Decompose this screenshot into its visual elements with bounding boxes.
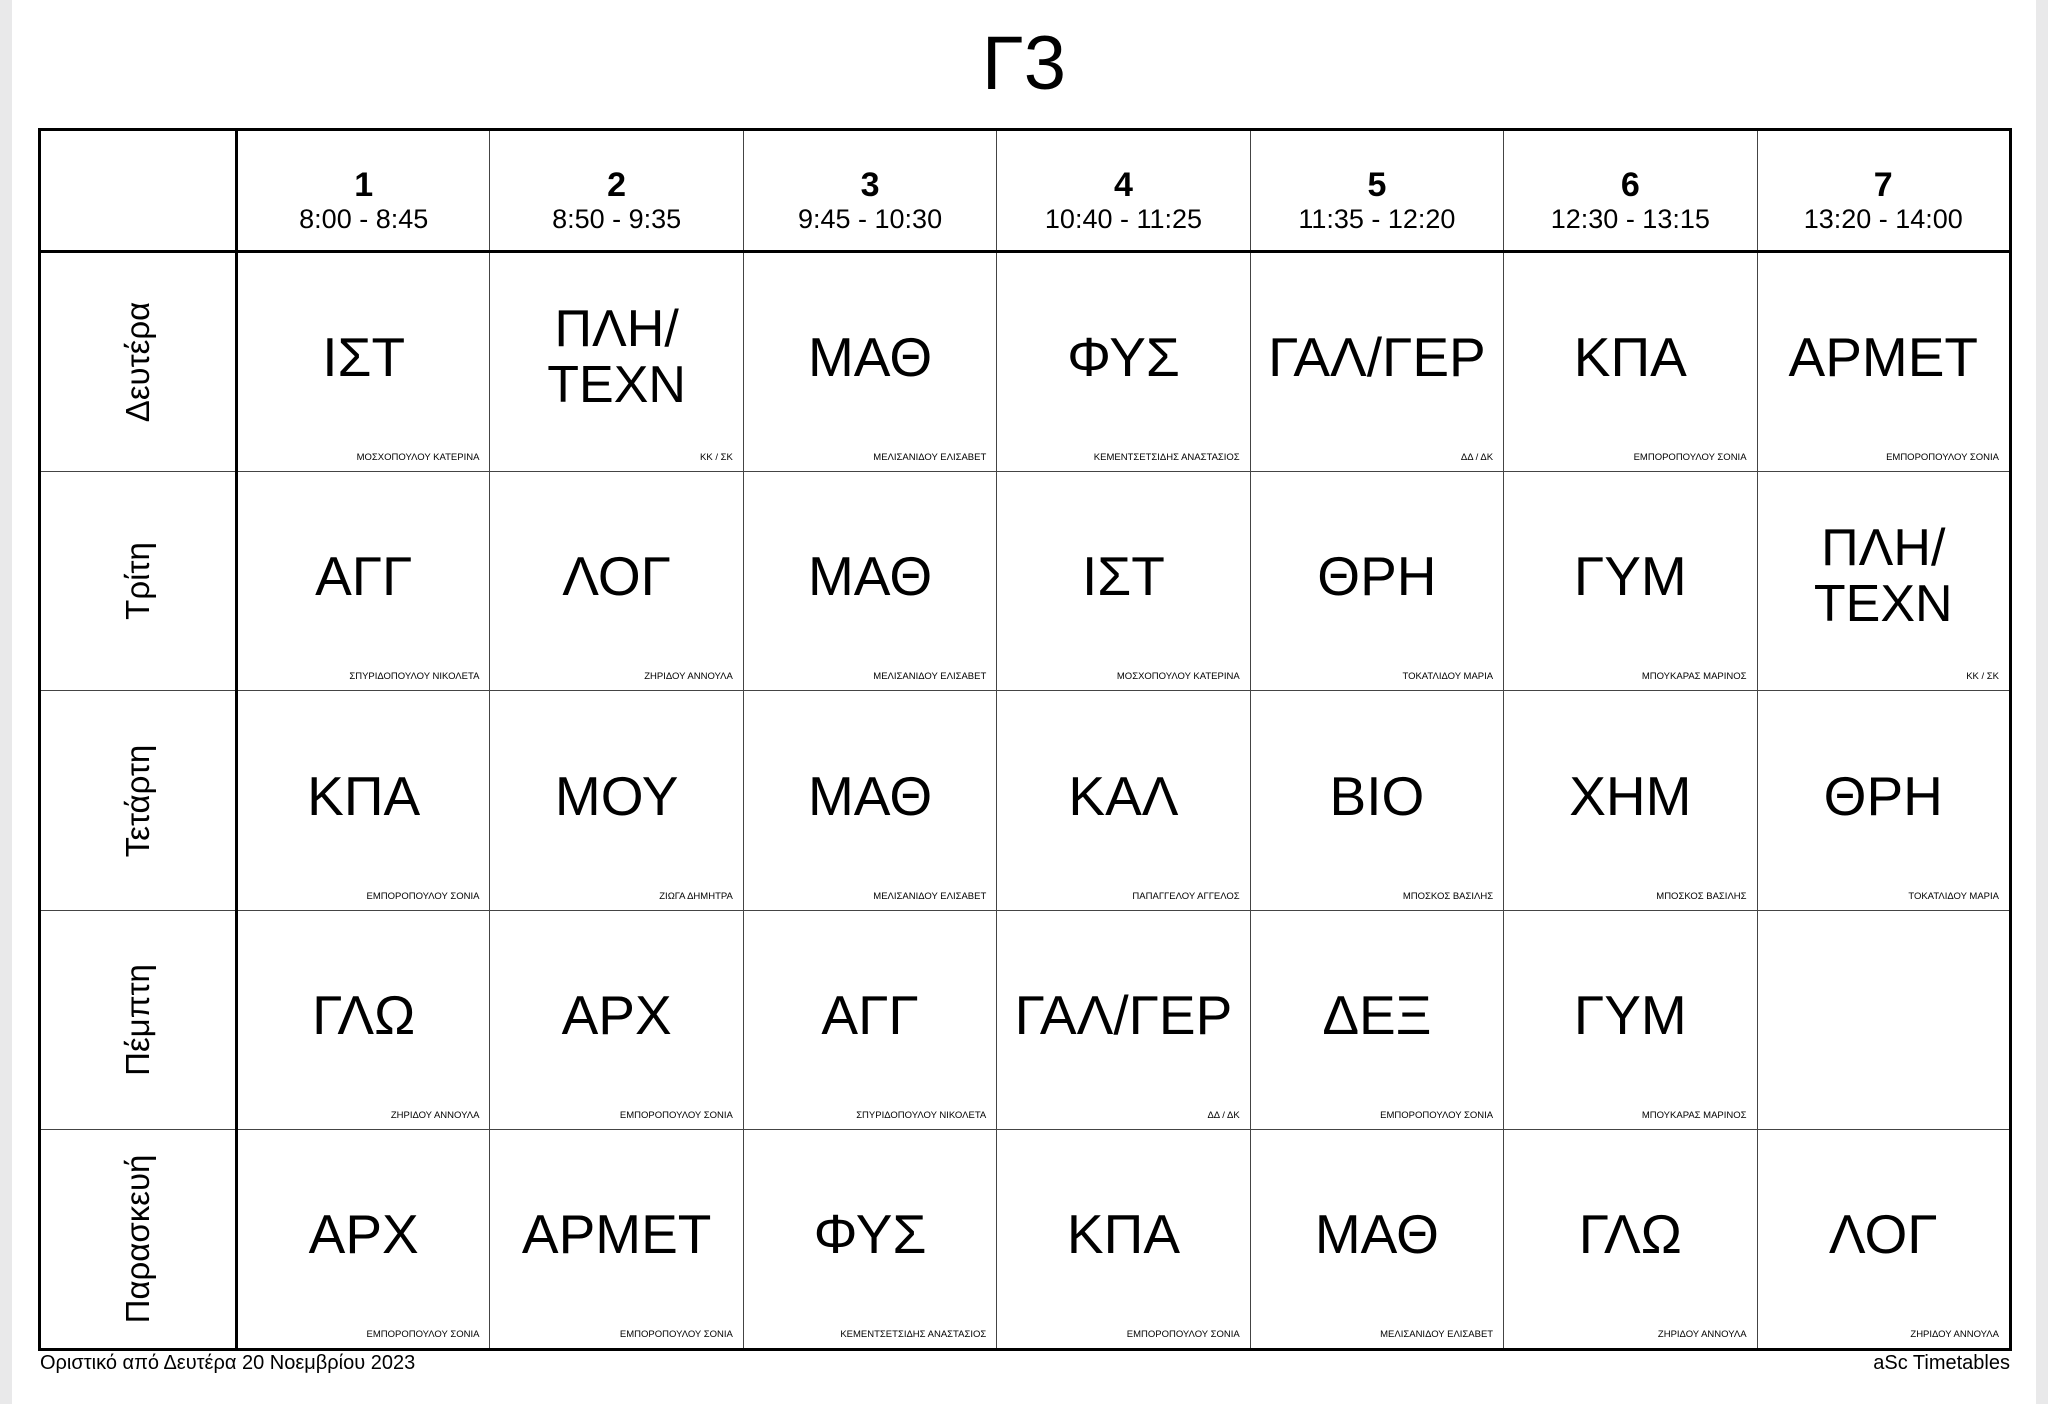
lesson-teacher: ΕΜΠΟΡΟΠΟΥΛΟΥ ΣΟΝΙΑ <box>619 1110 733 1122</box>
period-time: 8:50 - 9:35 <box>552 203 682 234</box>
lesson-cell <box>1250 471 1503 691</box>
lesson-teacher: ΕΜΠΟΡΟΠΟΥΛΟΥ ΣΟΝΙΑ <box>1380 1110 1494 1122</box>
day-header <box>40 252 237 472</box>
period-time: 12:30 - 13:15 <box>1550 203 1710 234</box>
lesson-subject: ΑΓΓ <box>315 545 413 608</box>
period-number: 5 <box>1367 165 1387 204</box>
day-label: Πέμπτη <box>119 964 156 1077</box>
period-header-row <box>40 130 2011 252</box>
lesson-teacher: ΜΕΛΙΣΑΝΙΔΟΥ ΕΛΙΣΑΒΕΤ <box>1380 1329 1494 1340</box>
lesson-teacher: ΚΚ / ΣΚ <box>700 451 733 463</box>
day-header <box>40 691 237 911</box>
lesson-teacher: ΔΔ / ΔΚ <box>1460 451 1494 463</box>
lesson-subject: ΧΗΜ <box>1569 764 1692 827</box>
lesson-subject: ΓΛΩ <box>312 984 416 1047</box>
lesson-cell <box>490 1130 743 1350</box>
lesson-cell <box>1757 471 2010 691</box>
footer-credit: aSc Timetables <box>1873 1352 2010 1374</box>
lesson-subject: ΓΥΜ <box>1573 545 1687 608</box>
lesson-teacher: ΚΕΜΕΝΤΣΕΤΣΙΔΗΣ ΑΝΑΣΤΑΣΙΟΣ <box>1093 451 1240 463</box>
lesson-subject: ΙΣΤ <box>322 326 406 389</box>
lesson-subject: ΑΓΓ <box>821 984 919 1047</box>
lesson-teacher: ΚΚ / ΣΚ <box>1966 671 1999 683</box>
period-header <box>1757 130 2010 252</box>
lesson-cell <box>237 1130 490 1350</box>
lesson-teacher: ΜΟΣΧΟΠΟΥΛΟΥ ΚΑΤΕΡΙΝΑ <box>1116 671 1240 683</box>
lesson-subject: ΚΑΛ <box>1068 764 1179 827</box>
period-header <box>490 130 743 252</box>
lesson-subject: ΚΠΑ <box>1573 326 1687 389</box>
lesson-subject: ΑΡΜΕΤ <box>1788 326 1978 389</box>
day-row <box>40 471 2011 691</box>
day-row <box>40 691 2011 911</box>
lesson-teacher: ΕΜΠΟΡΟΠΟΥΛΟΥ ΣΟΝΙΑ <box>1126 1329 1240 1340</box>
period-number: 6 <box>1620 165 1640 204</box>
lesson-cell <box>490 471 743 691</box>
lesson-cell <box>237 910 490 1130</box>
lesson-teacher: ΕΜΠΟΡΟΠΟΥΛΟΥ ΣΟΝΙΑ <box>1886 451 1999 463</box>
lesson-cell <box>743 252 996 472</box>
lesson-cell <box>490 252 743 472</box>
lesson-subject: ΜΑΘ <box>1314 1203 1439 1266</box>
period-number: 4 <box>1114 165 1133 204</box>
timetable-page <box>12 0 2036 1404</box>
lesson-cell <box>743 691 996 911</box>
footer-validity-note: Οριστικό από Δευτέρα 20 Νοεμβρίου 2023 <box>40 1352 416 1374</box>
lesson-subject: ΠΛΗ/ ΤΕΧΝ <box>1813 519 1953 634</box>
lesson-cell <box>1504 1130 1757 1350</box>
lesson-teacher: ΕΜΠΟΡΟΠΟΥΛΟΥ ΣΟΝΙΑ <box>366 890 480 902</box>
period-header <box>1250 130 1503 252</box>
corner-cell <box>40 130 237 252</box>
lesson-teacher: ΕΜΠΟΡΟΠΟΥΛΟΥ ΣΟΝΙΑ <box>366 1329 480 1340</box>
period-time: 8:00 - 8:45 <box>299 203 429 234</box>
lesson-cell <box>997 691 1250 911</box>
lesson-teacher: ΖΙΩΓΑ ΔΗΜΗΤΡΑ <box>659 890 733 902</box>
day-row <box>40 910 2011 1130</box>
lesson-teacher: ΕΜΠΟΡΟΠΟΥΛΟΥ ΣΟΝΙΑ <box>1633 451 1747 463</box>
lesson-cell <box>1250 252 1503 472</box>
period-time: 13:20 - 14:00 <box>1803 203 1963 234</box>
lesson-teacher: ΔΔ / ΔΚ <box>1207 1110 1240 1122</box>
period-header <box>743 130 996 252</box>
lesson-subject: ΔΕΞ <box>1322 984 1432 1047</box>
day-row <box>40 1130 2011 1350</box>
lesson-teacher: ΚΕΜΕΝΤΣΕΤΣΙΔΗΣ ΑΝΑΣΤΑΣΙΟΣ <box>840 1329 987 1340</box>
lesson-subject: ΓΑΛ/ΓΕΡ <box>1268 326 1486 389</box>
lesson-cell <box>997 1130 1250 1350</box>
day-row <box>40 252 2011 472</box>
lesson-teacher: ΖΗΡΙΔΟΥ ΑΝΝΟΥΛΑ <box>644 671 733 683</box>
lesson-teacher: ΜΠΟΣΚΟΣ ΒΑΣΙΛΗΣ <box>1656 890 1747 902</box>
period-time: 9:45 - 10:30 <box>797 203 943 234</box>
lesson-teacher: ΜΕΛΙΣΑΝΙΔΟΥ ΕΛΙΣΑΒΕΤ <box>873 671 987 683</box>
lesson-subject: ΓΛΩ <box>1578 1203 1682 1266</box>
period-number: 3 <box>860 165 880 204</box>
lesson-subject: ΘΡΗ <box>1317 545 1437 608</box>
day-label: Τρίτη <box>119 542 156 620</box>
lesson-subject: ΜΑΘ <box>807 545 933 608</box>
lesson-cell <box>237 471 490 691</box>
lesson-subject: ΦΥΣ <box>813 1203 927 1266</box>
lesson-cell <box>490 691 743 911</box>
lesson-cell <box>1504 252 1757 472</box>
period-number: 7 <box>1873 165 1893 204</box>
lesson-subject: ΑΡΧ <box>308 1203 419 1266</box>
lesson-subject: ΑΡΜΕΤ <box>521 1203 712 1266</box>
lesson-subject: ΛΟΓ <box>1828 1203 1938 1266</box>
day-label: Τετάρτη <box>119 744 156 857</box>
lesson-cell <box>1757 691 2010 911</box>
lesson-teacher: ΤΟΚΑΤΛΙΔΟΥ ΜΑΡΙΑ <box>1908 890 1999 902</box>
period-header <box>237 130 490 252</box>
period-header <box>997 130 1250 252</box>
lesson-cell <box>743 1130 996 1350</box>
day-label: Παρασκευή <box>119 1154 156 1324</box>
lesson-subject: ΓΑΛ/ΓΕΡ <box>1014 984 1233 1047</box>
day-header <box>40 471 237 691</box>
lesson-cell <box>743 910 996 1130</box>
period-header <box>1504 130 1757 252</box>
period-time: 10:40 - 11:25 <box>1044 203 1203 234</box>
lesson-cell <box>1250 910 1503 1130</box>
lesson-subject: ΚΠΑ <box>307 764 421 827</box>
lesson-cell <box>1504 471 1757 691</box>
lesson-subject: ΓΥΜ <box>1573 984 1687 1047</box>
lesson-teacher: ΜΟΣΧΟΠΟΥΛΟΥ ΚΑΤΕΡΙΝΑ <box>356 451 480 463</box>
lesson-cell <box>1250 691 1503 911</box>
lesson-subject: ΘΡΗ <box>1823 764 1943 827</box>
lesson-teacher: ΖΗΡΙΔΟΥ ΑΝΝΟΥΛΑ <box>390 1110 480 1122</box>
lesson-teacher: ΜΠΟΣΚΟΣ ΒΑΣΙΛΗΣ <box>1402 890 1494 902</box>
day-header <box>40 1130 237 1350</box>
lesson-teacher: ΤΟΚΑΤΛΙΔΟΥ ΜΑΡΙΑ <box>1402 671 1494 683</box>
lesson-teacher: ΠΑΠΑΓΓΕΛΟΥ ΑΓΓΕΛΟΣ <box>1132 890 1240 902</box>
lesson-teacher: ΖΗΡΙΔΟΥ ΑΝΝΟΥΛΑ <box>1657 1329 1747 1340</box>
lesson-cell <box>743 471 996 691</box>
lesson-cell <box>1250 1130 1503 1350</box>
lesson-teacher: ΜΕΛΙΣΑΝΙΔΟΥ ΕΛΙΣΑΒΕΤ <box>873 451 987 463</box>
period-time: 11:35 - 12:20 <box>1298 203 1456 234</box>
lesson-teacher: ΜΠΟΥΚΑΡΑΣ ΜΑΡΙΝΟΣ <box>1641 671 1747 683</box>
day-label: Δευτέρα <box>119 301 156 423</box>
lesson-cell <box>997 471 1250 691</box>
lesson-subject: ΒΙΟ <box>1329 764 1425 827</box>
lesson-teacher: ΖΗΡΙΔΟΥ ΑΝΝΟΥΛΑ <box>1910 1329 1999 1340</box>
lesson-subject: ΚΠΑ <box>1066 1203 1181 1266</box>
lesson-cell <box>237 252 490 472</box>
lesson-teacher: ΣΠΥΡΙΔΟΠΟΥΛΟΥ ΝΙΚΟΛΕΤΑ <box>349 671 480 683</box>
lesson-cell <box>1757 1130 2010 1350</box>
lesson-subject: ΑΡΧ <box>561 984 672 1047</box>
period-number: 2 <box>607 165 627 204</box>
lesson-cell <box>1757 910 2010 1130</box>
lesson-teacher: ΜΠΟΥΚΑΡΑΣ ΜΑΡΙΝΟΣ <box>1641 1110 1747 1122</box>
day-header <box>40 910 237 1130</box>
lesson-teacher: ΣΠΥΡΙΔΟΠΟΥΛΟΥ ΝΙΚΟΛΕΤΑ <box>856 1110 987 1122</box>
lesson-subject: ΜΑΘ <box>807 326 933 389</box>
lesson-cell <box>237 691 490 911</box>
lesson-cell <box>997 252 1250 472</box>
lesson-subject: ΦΥΣ <box>1067 326 1180 389</box>
lesson-subject: ΜΑΘ <box>807 764 933 827</box>
lesson-subject: ΛΟΓ <box>562 545 671 608</box>
lesson-cell <box>490 910 743 1130</box>
lesson-cell <box>1504 691 1757 911</box>
lesson-teacher: ΕΜΠΟΡΟΠΟΥΛΟΥ ΣΟΝΙΑ <box>619 1329 733 1340</box>
lesson-cell <box>1757 252 2010 472</box>
lesson-cell <box>997 910 1250 1130</box>
page-title: Γ3 <box>981 21 1067 106</box>
lesson-teacher: ΜΕΛΙΣΑΝΙΔΟΥ ΕΛΙΣΑΒΕΤ <box>873 890 987 902</box>
lesson-subject: ΙΣΤ <box>1082 545 1165 608</box>
timetable-grid <box>38 128 2012 1351</box>
period-number: 1 <box>354 165 374 204</box>
lesson-subject: ΜΟΥ <box>554 764 679 827</box>
lesson-subject: ΠΛΗ/ ΤΕΧΝ <box>547 300 686 415</box>
lesson-cell <box>1504 910 1757 1130</box>
